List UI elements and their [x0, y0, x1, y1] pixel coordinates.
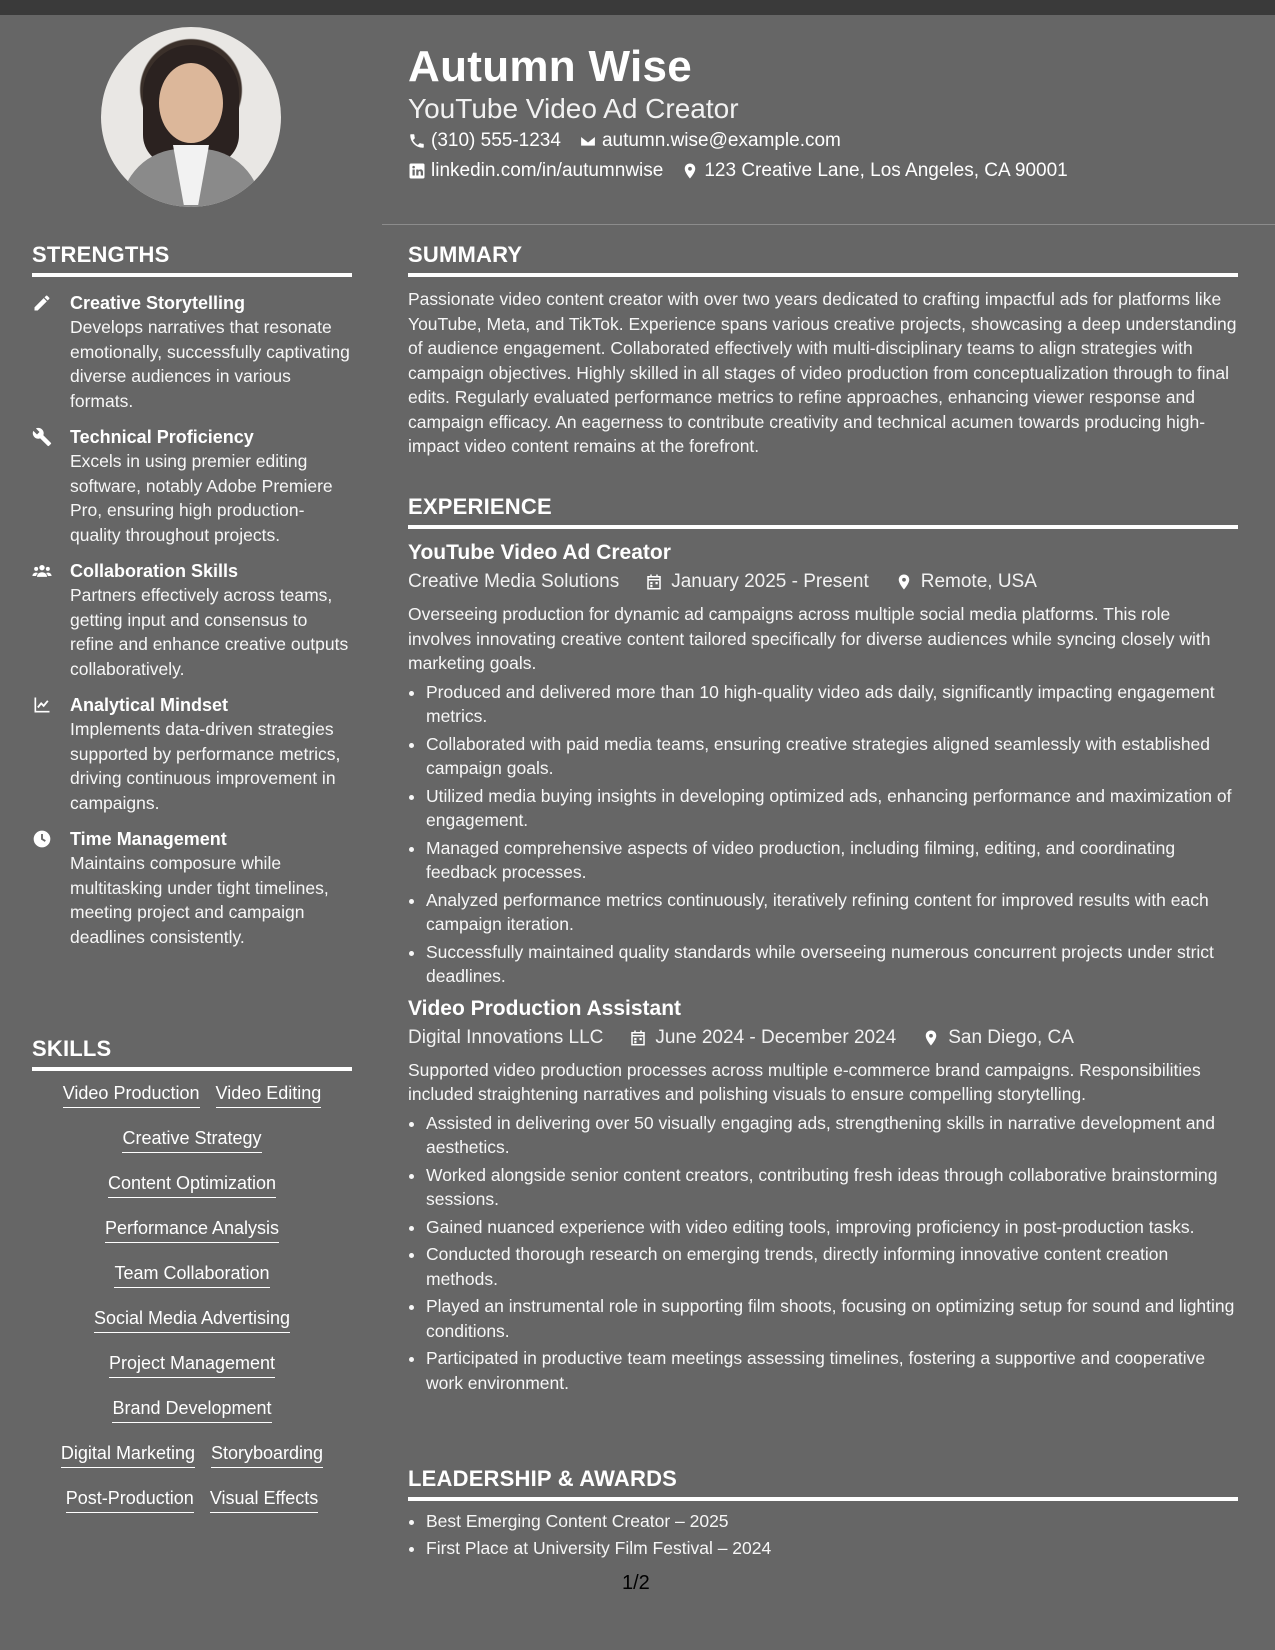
phone-text: (310) 555-1234	[431, 130, 561, 151]
users-icon	[32, 561, 52, 581]
top-bar	[0, 0, 1275, 15]
strengths-title: STRENGTHS	[32, 242, 352, 277]
skill-tag: Visual Effects	[210, 1488, 318, 1513]
chart-line-icon	[32, 695, 52, 715]
contact-row-1	[408, 130, 853, 152]
job-title: Video Production Assistant	[408, 996, 682, 1020]
linkedin-icon	[408, 162, 426, 180]
bullet-item: • Worked alongside senior content creators, contributing fresh ideas through collaborative brainstorming sessions.	[426, 1163, 1238, 1212]
skill-tag: Team Collaboration	[114, 1263, 269, 1288]
strength-desc: Partners effectively across teams, getting input and consensus to refine and enhance creative outputs collaboratively.	[70, 585, 349, 679]
strength-title: Collaboration Skills	[70, 561, 239, 581]
strength-title: Technical Proficiency	[70, 427, 254, 447]
pencil-icon	[32, 293, 52, 313]
strength-title: Time Management	[70, 829, 227, 849]
bullet-item: • Managed comprehensive aspects of video production, including filming, editing, and coordinating feedback processes.	[426, 836, 1238, 885]
summary-title: SUMMARY	[408, 242, 1238, 277]
strength-desc: Develops narratives that resonate emotionally, successfully captivating diverse audiences in various formats.	[70, 317, 350, 411]
bullet-item: • Analyzed performance metrics continuously, iteratively refining content for improved results with each campaign iteration.	[426, 888, 1238, 937]
bullet-item: • Successfully maintained quality standards while overseeing numerous concurrent projects under strict deadlines.	[426, 940, 1238, 989]
address-text: 123 Creative Lane, Los Angeles, CA 90001	[704, 160, 1068, 181]
job-bullets	[408, 680, 1238, 989]
skill-tag: Post-Production	[66, 1488, 194, 1513]
phone-item	[408, 130, 561, 152]
job-entry	[408, 995, 1238, 1396]
strength-item	[32, 291, 352, 413]
address-item	[681, 160, 1067, 182]
map-pin-icon	[895, 573, 913, 591]
job-company: Creative Media Solutions	[408, 571, 620, 592]
skill-tag: Digital Marketing	[61, 1443, 195, 1468]
calendar-icon	[645, 573, 663, 591]
job-title: YouTube Video Ad Creator	[408, 541, 671, 564]
job-description: Overseeing production for dynamic ad campaigns across multiple social media platforms. This role involves innovating creative content tailored specifically for diverse audiences while syncing closely with marketing goals.	[408, 604, 1211, 673]
job-description: Supported video production processes across multiple e-commerce brand campaigns. Responsibilities included straightening narratives and polishing visuals to ensure compelling storytelling.	[408, 1059, 1201, 1104]
tools-icon	[32, 427, 52, 447]
skill-tag: Video Editing	[216, 1083, 322, 1108]
skill-tag: Storyboarding	[211, 1443, 323, 1468]
bullet-item: • Collaborated with paid media teams, ensuring creative strategies aligned seamlessly with established campaign goals.	[426, 732, 1238, 781]
summary-section	[408, 242, 1238, 459]
strength-item	[32, 693, 352, 815]
candidate-role: YouTube Video Ad Creator	[408, 93, 739, 124]
experience-section	[408, 494, 1238, 1398]
bullet-item: • Played an instrumental role in supporting film shoots, focusing on optimizing setup for sound and lighting conditions.	[426, 1294, 1238, 1343]
job-dates: January 2025 - Present	[671, 571, 869, 592]
skills-list	[32, 1083, 352, 1533]
skill-tag: Social Media Advertising	[94, 1308, 290, 1333]
bullet-item: • Gained nuanced experience with video editing tools, improving proficiency in post-production tasks.	[426, 1215, 1238, 1240]
award-item: • First Place at University Film Festival – 2024	[426, 1536, 1238, 1561]
skill-tag: Video Production	[63, 1083, 200, 1108]
job-dates: June 2024 - December 2024	[655, 1026, 897, 1048]
awards-list	[408, 1509, 1238, 1560]
clock-icon	[32, 829, 52, 849]
strength-desc: Implements data-driven strategies supported by performance metrics, driving continuous improvement in campaigns.	[70, 719, 341, 813]
award-item: • Best Emerging Content Creator – 2025	[426, 1509, 1238, 1534]
envelope-icon	[579, 132, 597, 150]
job-company: Digital Innovations LLC	[408, 1026, 604, 1048]
strength-item	[32, 827, 352, 949]
phone-icon	[408, 132, 426, 150]
summary-text: Passionate video content creator with over two years dedicated to crafting impactful ads for platforms like YouTube, Meta, and TikTok. Experience spans various creative projects, showcasing a deep understanding of audience engagement. Collaborated effectively with multi-disciplinary teams to align strategies with campaign objectives. Highly skilled in all stages of video production from conceptualization through to final edits. Regularly evaluated performance metrics to refine approaches, enhancing viewer response and campaign efficacy. An eagerness to contribute creativity and technical acumen towards producing high-impact video content remains at the forefront.	[408, 289, 1237, 456]
job-location: Remote, USA	[920, 571, 1037, 592]
bullet-item: • Conducted thorough research on emerging trends, directly informing innovative content creation methods.	[426, 1242, 1238, 1291]
job-meta	[408, 1027, 1238, 1049]
job-bullets	[408, 1111, 1238, 1396]
map-pin-icon	[922, 1029, 940, 1047]
page-number: 1/2	[622, 1572, 650, 1594]
profile-photo	[101, 27, 281, 207]
strength-desc: Excels in using premier editing software, notably Adobe Premiere Pro, ensuring high production-quality throughout projects.	[70, 451, 333, 545]
skill-tag: Brand Development	[112, 1398, 271, 1423]
strength-title: Creative Storytelling	[70, 293, 246, 313]
strength-item	[32, 559, 352, 681]
bullet-item: • Utilized media buying insights in developing optimized ads, enhancing performance and maximization of engagement.	[426, 784, 1238, 833]
strengths-section	[32, 242, 352, 949]
strength-desc: Maintains composure while multitasking under tight timelines, meeting project and campaign deadlines consistently.	[70, 853, 329, 947]
linkedin-item[interactable]	[408, 160, 663, 182]
strength-item	[32, 425, 352, 547]
calendar-icon	[629, 1029, 647, 1047]
skill-tag: Performance Analysis	[105, 1218, 279, 1243]
skills-title: SKILLS	[32, 1036, 352, 1071]
bullet-item: • Assisted in delivering over 50 visually engaging ads, strengthening skills in narrative development and aesthetics.	[426, 1111, 1238, 1160]
contact-row-2	[408, 160, 1080, 182]
job-location: San Diego, CA	[948, 1026, 1074, 1048]
candidate-name: Autumn Wise	[408, 42, 693, 91]
strength-title: Analytical Mindset	[70, 695, 229, 715]
email-item[interactable]	[579, 130, 841, 152]
email-text[interactable]: autumn.wise@example.com	[601, 130, 841, 151]
skill-tag: Project Management	[109, 1353, 275, 1378]
linkedin-text[interactable]: linkedin.com/in/autumnwise	[431, 160, 664, 181]
map-pin-icon	[681, 162, 699, 180]
awards-section	[408, 1466, 1238, 1562]
bullet-item: • Participated in productive team meetings assessing timelines, fostering a supportive and cooperative work environment.	[426, 1346, 1238, 1395]
job-meta	[408, 571, 1238, 593]
bullet-item: • Produced and delivered more than 10 high-quality video ads daily, significantly impacting engagement metrics.	[426, 680, 1238, 729]
skill-tag: Creative Strategy	[122, 1128, 261, 1153]
awards-title: LEADERSHIP & AWARDS	[408, 1466, 1238, 1501]
header-divider	[382, 224, 1275, 225]
skill-tag: Content Optimization	[108, 1173, 276, 1198]
skills-section	[32, 1036, 352, 1533]
job-entry	[408, 539, 1238, 989]
experience-title: EXPERIENCE	[408, 494, 1238, 529]
